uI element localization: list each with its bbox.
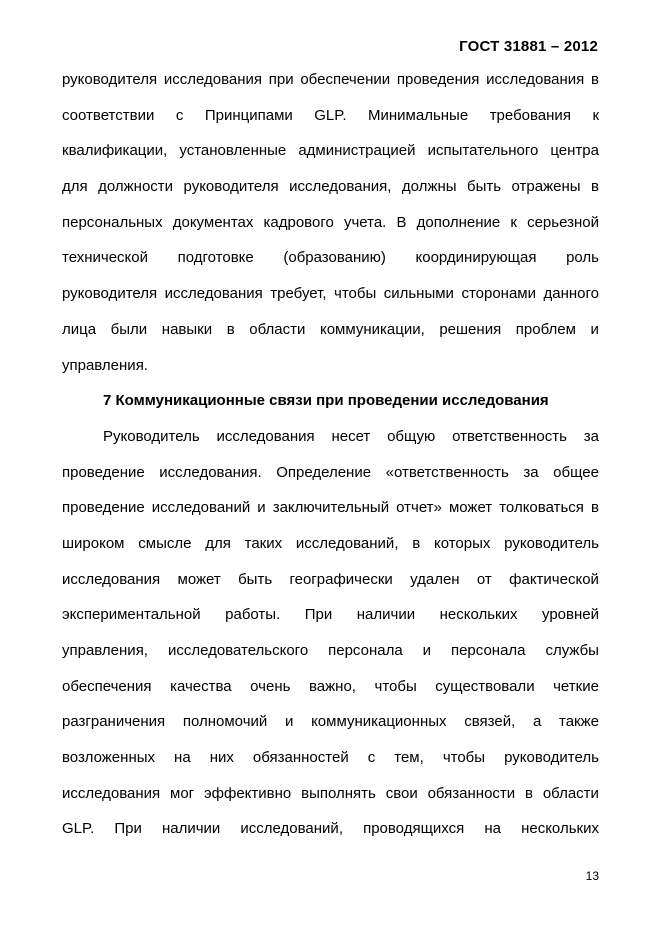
word: свои <box>385 784 418 802</box>
word: существовали <box>435 677 535 695</box>
word: документах <box>172 213 254 231</box>
word: отчет» <box>396 499 442 517</box>
word: географически <box>289 570 393 588</box>
word: исследований, <box>240 820 343 838</box>
word: также <box>559 713 599 731</box>
word: были <box>110 320 148 338</box>
word: должности <box>98 178 174 196</box>
text-line <box>62 490 599 526</box>
word: руководитель <box>504 749 599 767</box>
word: с <box>175 106 184 124</box>
text-line <box>62 811 599 847</box>
word: может <box>177 570 221 588</box>
word: наличии <box>161 820 221 838</box>
word: быть <box>467 178 502 196</box>
word: толковаться <box>499 499 584 517</box>
word: наличии <box>356 606 416 624</box>
word: смысле <box>138 534 192 552</box>
word: должны <box>401 178 457 196</box>
word: Минимальные <box>368 106 469 124</box>
text-line <box>62 312 599 348</box>
text-line <box>62 62 599 98</box>
word: очень <box>250 677 291 695</box>
word: области <box>542 784 599 802</box>
word: При <box>114 820 142 838</box>
text-line <box>62 205 599 241</box>
word: обеспечения <box>62 677 152 695</box>
word: обязанностей <box>252 749 349 767</box>
word: на <box>174 749 191 767</box>
word: чтобы <box>442 749 486 767</box>
word: руководитель <box>504 534 599 552</box>
word: фактической <box>509 570 599 588</box>
word: от <box>476 570 492 588</box>
word: проведения <box>396 71 480 88</box>
word: выполнять <box>301 784 376 802</box>
word: сторонами <box>461 285 536 303</box>
word: учета. <box>343 213 387 231</box>
word: ответственность <box>452 427 567 445</box>
word: важно, <box>308 677 356 695</box>
word: чтобы <box>334 285 377 303</box>
word: технической <box>62 249 148 267</box>
word: к <box>510 213 517 231</box>
word: связей, <box>464 713 516 731</box>
word: при <box>268 71 294 88</box>
text-line <box>62 740 599 776</box>
word: общее <box>553 463 599 481</box>
word: экспериментальной <box>62 606 201 624</box>
document-body <box>62 62 599 847</box>
word: обязанности <box>427 784 516 802</box>
word: для <box>62 178 88 196</box>
paragraph-2 <box>62 419 599 847</box>
word: в <box>525 784 533 802</box>
word: установленные <box>179 142 287 160</box>
word: быть <box>238 570 273 588</box>
word: исследования. <box>159 463 262 481</box>
word: уровней <box>542 606 599 624</box>
word: квалификации, <box>62 142 168 160</box>
text-line <box>62 704 599 740</box>
word: отражены <box>511 178 581 196</box>
word: исследования <box>216 427 315 445</box>
word: исследовательского <box>167 642 309 659</box>
word: к <box>592 106 599 124</box>
word: центра <box>550 142 599 160</box>
word: с <box>367 749 376 767</box>
text-line <box>62 348 599 384</box>
word: исследования, <box>289 178 392 196</box>
word: управления. <box>62 356 148 374</box>
standard-header: ГОСТ 31881 – 2012 <box>459 38 598 55</box>
word: GLP. <box>314 106 347 124</box>
word: решения <box>439 320 502 338</box>
word: а <box>532 713 542 731</box>
text-line <box>62 419 599 455</box>
word: навыки <box>161 320 213 338</box>
word: возложенных <box>62 749 156 767</box>
text-line <box>62 526 599 562</box>
word: для <box>205 534 231 552</box>
word: и <box>284 713 294 731</box>
word: дополнение <box>416 213 501 231</box>
word: исследования <box>163 71 263 88</box>
word: за <box>523 463 539 481</box>
word: управления, <box>62 642 148 659</box>
word: работы. <box>225 606 281 624</box>
word: полномочий <box>182 713 268 731</box>
word: требует, <box>270 285 327 303</box>
word: исследований <box>151 499 251 517</box>
word: заключительный <box>272 499 390 517</box>
word: серьезной <box>527 213 599 231</box>
word: нескольких <box>439 606 518 624</box>
word: исследования <box>62 570 161 588</box>
word: кадрового <box>263 213 334 231</box>
word: руководителя <box>183 178 279 196</box>
word: GLP. <box>62 820 95 838</box>
word: и <box>422 642 432 659</box>
word: персональных <box>62 213 163 231</box>
word: роль <box>566 249 599 267</box>
word: персонала <box>450 642 526 659</box>
word: в <box>590 499 599 517</box>
word: исследования <box>164 285 263 303</box>
section-heading: 7 Коммуникационные связи при проведении исследования <box>103 392 549 410</box>
word: в <box>226 320 235 338</box>
text-line <box>62 276 599 312</box>
word: качества <box>170 677 232 695</box>
word: разграничения <box>62 713 166 731</box>
word: общую <box>387 427 436 445</box>
word: на <box>484 820 501 838</box>
word: сильными <box>383 285 454 303</box>
word: «ответственность <box>385 463 509 481</box>
word: обеспечении <box>300 71 391 88</box>
word: тем, <box>394 749 424 767</box>
word: в <box>591 178 599 196</box>
word: лица <box>62 320 97 338</box>
word: испытательного <box>427 142 539 160</box>
text-line <box>62 562 599 598</box>
word: данного <box>543 285 599 303</box>
text-line <box>62 597 599 633</box>
text-line <box>62 98 599 134</box>
word: таких <box>244 534 283 552</box>
word: соответствии <box>62 106 155 124</box>
word: требования <box>489 106 571 124</box>
word: Руководитель <box>103 427 200 445</box>
word: эффективно <box>204 784 292 802</box>
text-line <box>62 455 599 491</box>
text-line <box>62 669 599 705</box>
word: коммуникации, <box>319 320 425 338</box>
word: удален <box>410 570 460 588</box>
text-line <box>62 169 599 205</box>
word: исследования <box>486 71 585 88</box>
word: Определение <box>276 463 372 481</box>
word: подготовке <box>177 249 254 267</box>
text-line <box>62 776 599 812</box>
word: (образованию) <box>283 249 386 267</box>
word: мог <box>170 784 195 802</box>
word: службы <box>545 642 599 659</box>
word: и <box>257 499 266 517</box>
word: В <box>396 213 407 231</box>
word: руководителя <box>62 71 158 88</box>
word: руководителя <box>62 285 158 303</box>
word: проведение <box>62 499 145 517</box>
word: за <box>583 427 599 445</box>
word: в <box>591 71 599 88</box>
word: проведение <box>62 463 145 481</box>
paragraph-1 <box>62 62 599 383</box>
word: проводящихся <box>363 820 465 838</box>
word: в <box>412 534 421 552</box>
word: них <box>209 749 234 767</box>
word: области <box>249 320 306 338</box>
text-line <box>62 240 599 276</box>
word: исследований, <box>295 534 399 552</box>
word: может <box>448 499 493 517</box>
text-line <box>62 633 599 669</box>
word: и <box>590 320 599 338</box>
word: проблем <box>515 320 576 338</box>
word: Принципами <box>204 106 293 124</box>
word: При <box>304 606 333 624</box>
word: коммуникационных <box>311 713 447 731</box>
word: четкие <box>553 677 599 695</box>
word: нескольких <box>521 820 599 838</box>
word: чтобы <box>374 677 417 695</box>
word: широком <box>62 534 125 552</box>
word: персонала <box>328 642 403 659</box>
word: администрацией <box>298 142 416 160</box>
word: которых <box>433 534 491 552</box>
page-number: 13 <box>585 869 599 883</box>
word: координирующая <box>415 249 537 267</box>
text-line <box>62 133 599 169</box>
word: несет <box>331 427 371 445</box>
word: исследования <box>62 784 161 802</box>
